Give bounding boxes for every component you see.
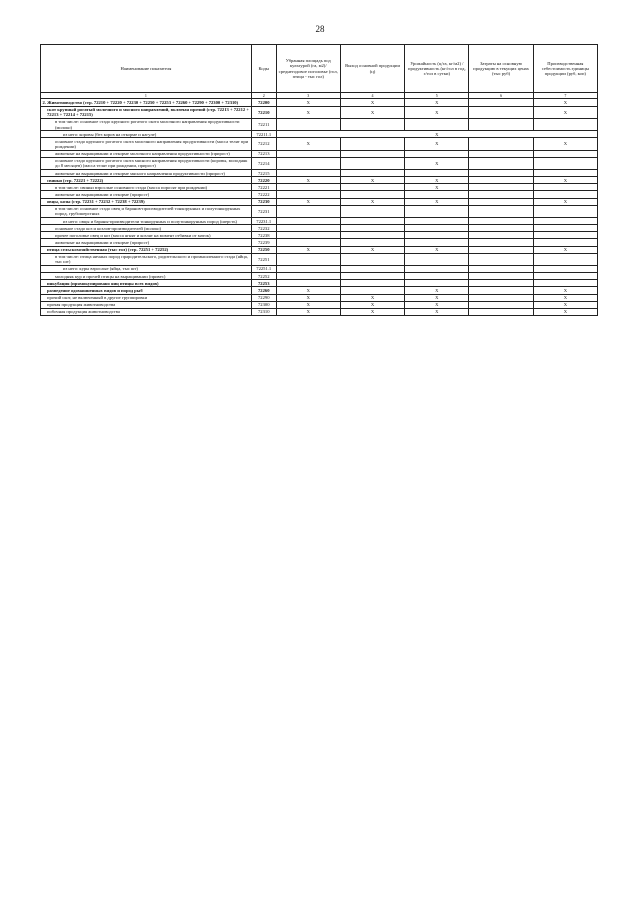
table-row	[41, 170, 598, 177]
row-value-c3: X	[276, 294, 340, 301]
row-value-c6	[469, 118, 533, 130]
row-code: 72310	[251, 308, 276, 315]
row-value-c7	[533, 218, 597, 225]
row-name: из него: куры взрослые (яйца, тыс шт)	[41, 265, 252, 272]
col-header-name: Наименование показателя	[41, 45, 252, 93]
row-value-c5	[405, 218, 469, 225]
row-code: 72222	[251, 191, 276, 198]
table-row	[41, 246, 598, 253]
row-value-c5	[405, 118, 469, 130]
row-value-c5	[405, 205, 469, 217]
row-value-c7	[533, 150, 597, 157]
row-value-c6	[469, 150, 533, 157]
row-value-c6	[469, 177, 533, 184]
table-row	[41, 232, 598, 239]
table-row	[41, 198, 598, 205]
col-number: 6	[469, 93, 533, 99]
table-row	[41, 239, 598, 246]
table-row	[41, 294, 598, 301]
row-value-c5: X	[405, 301, 469, 308]
row-name: прочий скот, не включенный в другие группировки	[41, 294, 252, 301]
row-value-c5: X	[405, 138, 469, 150]
row-value-c3	[276, 280, 340, 287]
row-value-c3: X	[276, 287, 340, 294]
row-name: животные на выращивании и откорме мясного направления продуктивности (прирост)	[41, 170, 252, 177]
col-number: 5	[405, 93, 469, 99]
row-value-c5	[405, 225, 469, 232]
row-name: основное стадо крупного рогатого скота молочного направления продуктивности (масса телят при рождении)	[41, 138, 252, 150]
table-row	[41, 131, 598, 138]
col-header-code: Коды	[251, 45, 276, 93]
table-row	[41, 218, 598, 225]
row-value-c7: X	[533, 106, 597, 118]
row-name: из него: коровы (без коров на откорме и нагуле)	[41, 131, 252, 138]
row-value-c4	[340, 170, 404, 177]
row-name: разведение одомашненных видов и пород рыб	[41, 287, 252, 294]
row-value-c4	[340, 225, 404, 232]
row-value-c5	[405, 280, 469, 287]
col-number: 2	[251, 93, 276, 99]
row-value-c5	[405, 273, 469, 280]
col-header-unit-cost: Производственная себестоимость единицы продукции (руб, коп)	[533, 45, 597, 93]
row-value-c4	[340, 184, 404, 191]
row-value-c7: X	[533, 308, 597, 315]
row-value-c6	[469, 170, 533, 177]
table-header-row	[41, 45, 598, 93]
row-value-c7: X	[533, 198, 597, 205]
row-name: инкубация (прямокупировано яиц птицы всех видов)	[41, 280, 252, 287]
row-value-c6	[469, 99, 533, 106]
row-value-c4: X	[340, 99, 404, 106]
row-value-c6	[469, 294, 533, 301]
row-value-c4: X	[340, 294, 404, 301]
row-code: 72220	[251, 177, 276, 184]
row-code: 72211.1	[251, 131, 276, 138]
row-value-c6	[469, 106, 533, 118]
row-value-c5: X	[405, 294, 469, 301]
col-header-area: Убранная площадь под культурой (га, м2)/среднегодовое поголовье (гол, птица - тыс гол)	[276, 45, 340, 93]
row-value-c3	[276, 150, 340, 157]
row-value-c6	[469, 157, 533, 169]
row-value-c3	[276, 218, 340, 225]
row-value-c4	[340, 287, 404, 294]
row-code: 72252	[251, 273, 276, 280]
row-code: 72260	[251, 287, 276, 294]
row-code: 72214	[251, 157, 276, 169]
row-value-c7	[533, 253, 597, 265]
row-value-c3	[276, 273, 340, 280]
row-value-c7	[533, 170, 597, 177]
row-value-c5	[405, 232, 469, 239]
row-value-c3: X	[276, 308, 340, 315]
row-value-c4: X	[340, 301, 404, 308]
row-value-c7	[533, 191, 597, 198]
row-value-c6	[469, 301, 533, 308]
row-code: 72253	[251, 280, 276, 287]
row-value-c7: X	[533, 287, 597, 294]
row-value-c6	[469, 218, 533, 225]
row-value-c6	[469, 273, 533, 280]
row-value-c6	[469, 184, 533, 191]
row-value-c3	[276, 205, 340, 217]
row-value-c3: X	[276, 301, 340, 308]
table-row	[41, 118, 598, 130]
row-name: прочая продукция животноводства	[41, 301, 252, 308]
row-value-c6	[469, 246, 533, 253]
row-value-c3	[276, 253, 340, 265]
row-code: 72231.1	[251, 218, 276, 225]
table-row	[41, 106, 598, 118]
table-row	[41, 138, 598, 150]
row-value-c6	[469, 253, 533, 265]
row-value-c7	[533, 239, 597, 246]
row-value-c3	[276, 239, 340, 246]
table-row	[41, 265, 598, 272]
row-code: 72221	[251, 184, 276, 191]
row-name: из него: овцы и бараны-производители тонкорунных и полутонкорунных пород (шерсть)	[41, 218, 252, 225]
row-value-c5: X	[405, 308, 469, 315]
row-value-c4	[340, 239, 404, 246]
row-value-c6	[469, 308, 533, 315]
row-value-c5: X	[405, 184, 469, 191]
row-value-c5: X	[405, 198, 469, 205]
row-name: скот крупный рогатый молочного и мясного направлений, включая прочий (стр. 72213 + 72212 + 72213 + 72214 + 72215)	[41, 106, 252, 118]
row-value-c4: X	[340, 198, 404, 205]
row-value-c3: X	[276, 99, 340, 106]
row-name: 2. Животноводство (стр. 72210 + 72220 + 72230 + 72250 + 72253 + 72260 + 72290 + 72300 + 72310)	[41, 99, 252, 106]
table-row	[41, 177, 598, 184]
row-code: 72212	[251, 138, 276, 150]
row-value-span: X	[276, 131, 597, 138]
table-row	[41, 308, 598, 315]
col-header-yield: Урожайность (ц/га, кг/м2) / продуктивность (кг/гол в год, г/гол в сутки)	[405, 45, 469, 93]
livestock-table	[40, 44, 598, 316]
row-value-c5: X	[405, 106, 469, 118]
row-value-c6	[469, 198, 533, 205]
row-value-c7: X	[533, 301, 597, 308]
row-name: основное стадо крупного рогатого скота мясного направления продуктивности (коровы, молодняк до 8 месяцев) (масса телят при рождении, прирост)	[41, 157, 252, 169]
row-value-c3	[276, 191, 340, 198]
row-value-c7	[533, 205, 597, 217]
row-value-c3	[276, 157, 340, 169]
row-value-c3: X	[276, 198, 340, 205]
row-value-c3	[276, 265, 340, 272]
row-code: 72210	[251, 106, 276, 118]
row-value-c5	[405, 253, 469, 265]
col-number: 7	[533, 93, 597, 99]
row-value-c7	[533, 232, 597, 239]
row-value-c4	[340, 138, 404, 150]
row-value-c3	[276, 184, 340, 191]
row-code: 72290	[251, 294, 276, 301]
table-row	[41, 301, 598, 308]
row-value-c3: X	[276, 106, 340, 118]
row-name: в том числе: основное стадо крупного рогатого скота молочного направления продуктивности (молоко)	[41, 118, 252, 130]
row-value-c4	[340, 280, 404, 287]
row-value-c6	[469, 191, 533, 198]
row-value-c5	[405, 150, 469, 157]
col-number: 1	[41, 93, 252, 99]
row-value-c4	[340, 273, 404, 280]
row-value-c6	[469, 232, 533, 239]
row-value-c4: X	[340, 106, 404, 118]
col-number: 3	[276, 93, 340, 99]
row-value-c7: X	[533, 138, 597, 150]
row-code: 72250	[251, 246, 276, 253]
table-row	[41, 157, 598, 169]
table-row	[41, 280, 598, 287]
row-value-c6	[469, 205, 533, 217]
row-value-c5: X	[405, 246, 469, 253]
row-value-c7: X	[533, 246, 597, 253]
row-name: побочная продукция животноводства	[41, 308, 252, 315]
row-value-c3	[276, 170, 340, 177]
row-value-c4	[340, 265, 404, 272]
row-value-c4	[340, 205, 404, 217]
row-code: 72213	[251, 150, 276, 157]
row-name: птица сельскохозяйственная (тыс гол) (стр. 72251 + 72252)	[41, 246, 252, 253]
row-value-c5: X	[405, 177, 469, 184]
row-value-c4	[340, 150, 404, 157]
row-value-c3	[276, 232, 340, 239]
row-value-c4	[340, 191, 404, 198]
row-value-c3	[276, 118, 340, 130]
row-code: 72300	[251, 301, 276, 308]
table-row	[41, 184, 598, 191]
row-name: животные на выращивании и откорме молочного направления продуктивности (прирост)	[41, 150, 252, 157]
row-name: в том числе: свиньи взрослые основного стада (масса поросят при рождении)	[41, 184, 252, 191]
row-value-c7	[533, 184, 597, 191]
row-name: овцы, козы (стр. 72231 + 72232 + 72238 + 72239)	[41, 198, 252, 205]
row-value-c5: X	[405, 157, 469, 169]
row-value-c7: X	[533, 99, 597, 106]
table-row	[41, 150, 598, 157]
row-value-c7	[533, 273, 597, 280]
table-row	[41, 225, 598, 232]
row-value-c6	[469, 265, 533, 272]
row-code: 72215	[251, 170, 276, 177]
row-value-c5: X	[405, 287, 469, 294]
row-value-c6	[469, 225, 533, 232]
row-code: 72251.1	[251, 265, 276, 272]
row-code: 72230	[251, 198, 276, 205]
row-name: животные на выращивании и откорме (прирост)	[41, 191, 252, 198]
row-value-c7	[533, 280, 597, 287]
row-name: основное стадо коз и козлов-производителей (молоко)	[41, 225, 252, 232]
row-name: прочее поголовье овец и коз (масса ягнят и козлят на момент отбивки от маток)	[41, 232, 252, 239]
row-value-c4	[340, 118, 404, 130]
row-value-c5	[405, 191, 469, 198]
row-value-c4	[340, 157, 404, 169]
row-value-c5	[405, 265, 469, 272]
table-row	[41, 253, 598, 265]
row-value-c3: X	[276, 138, 340, 150]
row-value-c4: X	[340, 246, 404, 253]
row-code: 72232	[251, 225, 276, 232]
table-row	[41, 205, 598, 217]
table-row	[41, 273, 598, 280]
table-row	[41, 191, 598, 198]
row-value-c7	[533, 225, 597, 232]
row-value-c4: X	[340, 177, 404, 184]
row-value-c5: X	[405, 99, 469, 106]
table-row	[41, 99, 598, 106]
row-code: 72238	[251, 232, 276, 239]
row-value-c6	[469, 138, 533, 150]
row-code: 72239	[251, 239, 276, 246]
row-value-c6	[469, 239, 533, 246]
row-value-c6	[469, 287, 533, 294]
col-header-output: Выход основной продукции (ц)	[340, 45, 404, 93]
row-name: в том числе: птица яичных пород прародительского, родительского и промышленного стада (яйца, тыс шт)	[41, 253, 252, 265]
row-name: молодняк кур и прочей птицы на выращивании (привес)	[41, 273, 252, 280]
row-name: свиньи (стр. 72221 + 72222)	[41, 177, 252, 184]
row-code: 72231	[251, 205, 276, 217]
row-name: в том числе: основное стадо овец и баранов-производителей тонкорунных и полутонкорунных пород, грубошерстных	[41, 205, 252, 217]
row-value-c7	[533, 157, 597, 169]
row-value-c7: X	[533, 294, 597, 301]
row-value-c4: X	[340, 308, 404, 315]
row-code: 72251	[251, 253, 276, 265]
col-header-costs: Затраты на основную продукцию в текущих ценах (тыс руб)	[469, 45, 533, 93]
row-value-c5	[405, 170, 469, 177]
row-value-c4	[340, 218, 404, 225]
row-code: 72211	[251, 118, 276, 130]
row-value-c4	[340, 232, 404, 239]
row-value-c3: X	[276, 246, 340, 253]
row-value-c7: X	[533, 177, 597, 184]
row-value-c4	[340, 253, 404, 265]
page-number: 28	[315, 24, 325, 34]
row-value-c3: X	[276, 177, 340, 184]
row-code: 72200	[251, 99, 276, 106]
col-number: 4	[340, 93, 404, 99]
row-value-c7	[533, 265, 597, 272]
row-value-c6	[469, 280, 533, 287]
row-value-c5	[405, 239, 469, 246]
row-name: животные на выращивании и откорме (прирост)	[41, 239, 252, 246]
row-value-c7	[533, 118, 597, 130]
table-row	[41, 287, 598, 294]
row-value-c3	[276, 225, 340, 232]
